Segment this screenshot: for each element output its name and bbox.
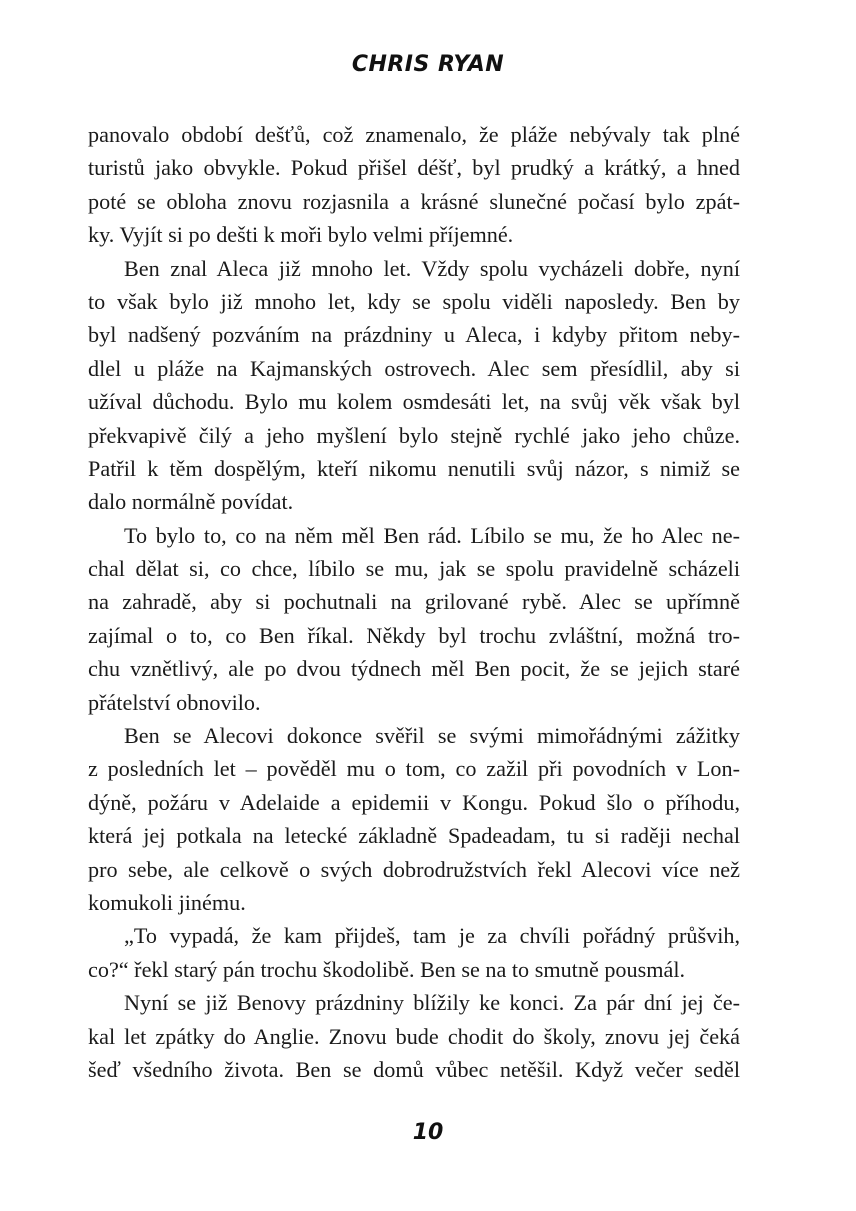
text-line: „To vypadá, že kam přijdeš, tam je za chvíli pořádný průšvih,: [124, 923, 740, 949]
text-line: Nyní se již Benovy prázdniny blížily ke konci. Za pár dní jej če-: [124, 990, 740, 1016]
text-line: byl nadšený pozváním na prázdniny u Aleca, i kdyby přitom neby-: [88, 322, 740, 348]
text-line: ky. Vyjít si po dešti k moři bylo velmi příjemné.: [88, 222, 514, 248]
text-line: dýně, požáru v Adelaide a epidemii v Kongu. Pokud šlo o příhodu,: [88, 789, 740, 815]
text-line: kal let zpátky do Anglie. Znovu bude chodit do školy, znovu jej čeká: [88, 1023, 740, 1049]
text-line: Ben znal Aleca již mnoho let. Vždy spolu vycházeli dobře, nyní: [124, 255, 740, 281]
text-line: poté se obloha znovu rozjasnila a krásné slunečné počasí bylo zpát-: [88, 188, 740, 214]
text-line: přátelství obnovilo.: [88, 689, 261, 715]
text-line: co?“ řekl starý pán trochu škodolibě. Ben se na to smutně pousmál.: [88, 956, 686, 982]
running-head-title: CHRIS RYAN: [351, 52, 505, 77]
text-line: zajímal o to, co Ben říkal. Někdy byl trochu zvláštní, možná tro-: [88, 622, 740, 648]
text-line: šeď všedního života. Ben se domů vůbec netěšil. Když večer seděl: [88, 1056, 740, 1082]
text-line: chu vznětlivý, ale po dvou týdnech měl Ben pocit, že se jejich staré: [88, 656, 740, 682]
text-line: turistů jako obvykle. Pokud přišel déšť, byl prudký a krátký, a hned: [88, 155, 740, 181]
text-line: Ben se Alecovi dokonce svěřil se svými mimořádnými zážitky: [124, 723, 740, 749]
text-line: to však bylo již mnoho let, kdy se spolu viděli naposledy. Ben by: [88, 288, 740, 314]
text-line: Patřil k těm dospělým, kteří nikomu nenutili svůj názor, s nimiž se: [88, 455, 740, 481]
text-line: na zahradě, aby si pochutnali na grilované rybě. Alec se upřímně: [88, 589, 740, 615]
text-line: která jej potkala na letecké základně Spadeadam, tu si raději nechal: [88, 823, 740, 849]
text-line: chal dělat si, co chce, líbilo se mu, jak se spolu pravidelně scházeli: [88, 556, 740, 582]
text-line: z posledních let – pověděl mu o tom, co zažil při povodních v Lon-: [88, 756, 740, 782]
text-line: pro sebe, ale celkově o svých dobrodružstvích řekl Alecovi více než: [88, 856, 740, 882]
text-line: komukoli jinému.: [88, 889, 246, 915]
text-line: překvapivě čilý a jeho myšlení bylo stejně rychlé jako jeho chůze.: [88, 422, 740, 448]
text-line: užíval důchodu. Bylo mu kolem osmdesáti let, na svůj věk však byl: [88, 389, 740, 415]
text-line: dalo normálně povídat.: [88, 489, 294, 515]
text-line: To bylo to, co na něm měl Ben rád. Líbilo se mu, že ho Alec ne-: [124, 522, 740, 548]
body-text: [88, 118, 740, 1086]
text-line: panovalo období dešťů, což znamenalo, že pláže nebývaly tak plné: [88, 122, 740, 147]
text-line: dlel u pláže na Kajmanských ostrovech. Alec sem přesídlil, aby si: [88, 355, 740, 381]
page-number: 10: [412, 1120, 444, 1145]
